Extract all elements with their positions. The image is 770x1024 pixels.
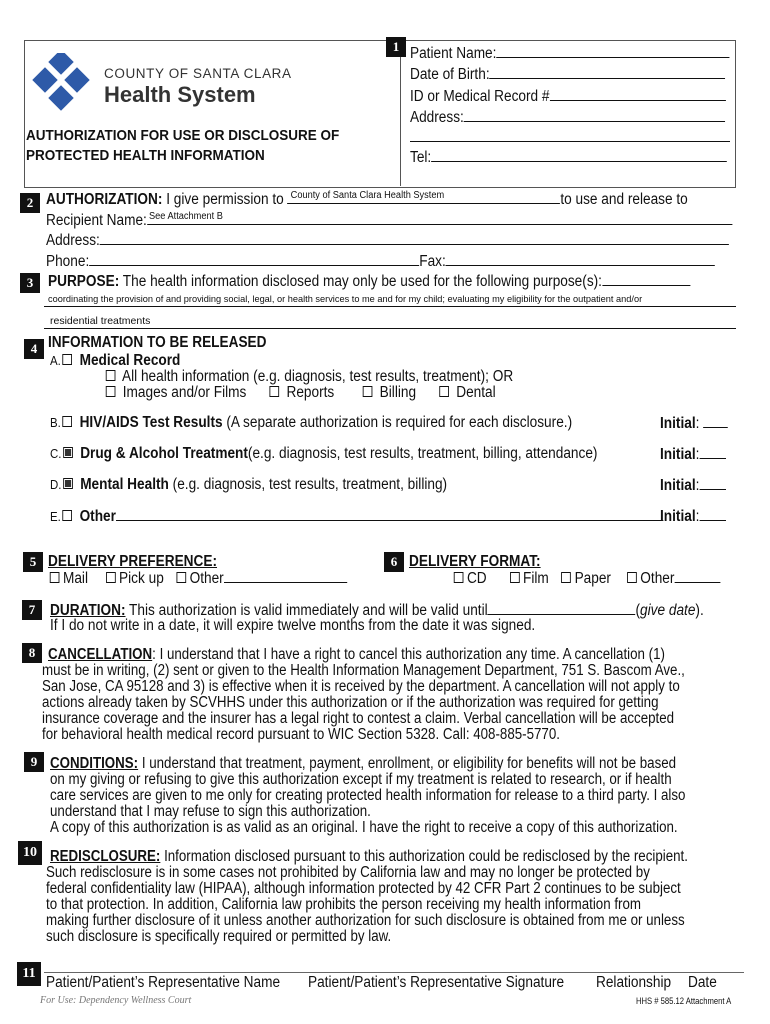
reports-label: Reports xyxy=(286,384,335,401)
item-b-initial[interactable]: Initial: xyxy=(660,414,728,432)
redisclosure-line-1: REDISCLOSURE: Information disclosed pursuant to this authorization could be redisclosed by the recipient. xyxy=(50,848,688,865)
item-a-checkbox[interactable] xyxy=(63,354,73,365)
item-b-label: HIV/AIDS Test Results xyxy=(79,414,223,431)
item-b-checkbox[interactable] xyxy=(63,416,73,427)
reports-checkbox[interactable] xyxy=(269,386,279,397)
section-2-number: 2 xyxy=(20,193,40,213)
mail-label: Mail xyxy=(62,570,88,587)
conditions-line-3: care services are given to me only for creating protected health information for release to a third party. I also xyxy=(50,787,686,804)
item-e-other-field[interactable] xyxy=(116,507,663,521)
item-e-letter: E. xyxy=(50,509,61,524)
form-title-line1: AUTHORIZATION FOR USE OR DISCLOSURE OF xyxy=(26,127,340,144)
duration-line-2: If I do not write in a date, it will expire twelve months from the date it was signed. xyxy=(50,617,536,634)
item-c-initial-label: Initial xyxy=(660,446,696,463)
give-date-label: give date xyxy=(640,602,696,619)
phone-field[interactable] xyxy=(89,252,419,266)
recipient-address-label: Address: xyxy=(46,232,100,249)
section-5-number: 5 xyxy=(23,552,43,572)
signature-line[interactable] xyxy=(44,972,744,973)
id-label: ID or Medical Record # xyxy=(410,88,550,105)
section-4-number: 4 xyxy=(24,339,44,359)
county-logo-icon xyxy=(30,53,98,115)
recipient-address-field[interactable] xyxy=(100,231,729,245)
item-d-label: Mental Health xyxy=(80,476,169,493)
paper-label: Paper xyxy=(574,570,611,587)
dental-checkbox[interactable] xyxy=(439,386,449,397)
address-field[interactable] xyxy=(410,108,725,126)
images-label: Images and/or Films xyxy=(122,384,247,401)
cancellation-line-5: insurance coverage and the insurer has a legal right to contest a claim. Verbal cancellation will be accepted xyxy=(42,710,675,727)
item-a-label: Medical Record xyxy=(79,352,181,369)
duration-text: This authorization is valid immediately and will be valid until xyxy=(125,602,488,619)
purpose-line-2[interactable] xyxy=(44,328,736,329)
phone-fax-line xyxy=(46,252,715,270)
purpose-line-1[interactable] xyxy=(44,306,736,307)
authorization-entity-value: County of Santa Clara Health System xyxy=(291,190,445,201)
format-other-label: Other xyxy=(640,570,675,587)
org-name-line1: COUNTY OF SANTA CLARA xyxy=(104,66,292,81)
duration-date-field[interactable] xyxy=(488,601,636,615)
authorization-tail: to use and release to xyxy=(560,191,688,208)
purpose-label: PURPOSE: xyxy=(48,273,120,290)
item-c-initial[interactable]: Initial: xyxy=(660,445,726,463)
section-11-number: 11 xyxy=(17,962,41,986)
form-title-line2: PROTECTED HEALTH INFORMATION xyxy=(26,147,265,164)
authorization-text: I give permission to xyxy=(162,191,288,208)
section-1-number: 1 xyxy=(386,37,406,57)
footer-right: HHS # 585.12 Attachment A xyxy=(636,996,732,1006)
all-health-info-label: All health information (e.g. diagnosis, test results, treatment); OR xyxy=(121,368,514,385)
item-b-text: (A separate authorization is required for each disclosure.) xyxy=(222,414,573,431)
item-c-text: (e.g. diagnosis, test results, treatment, billing, attendance) xyxy=(247,445,598,462)
redisclosure-line-5: making further disclosure of it unless another authorization for such disclosure is obtained from me or unless xyxy=(46,912,685,929)
item-a-letter: A. xyxy=(50,353,61,368)
patient-name-field[interactable] xyxy=(410,44,730,62)
conditions-label: CONDITIONS: xyxy=(50,755,139,772)
pref-other-label: Other xyxy=(189,570,224,587)
delivery-preference-title: DELIVERY PREFERENCE: xyxy=(48,553,218,570)
recipient-line xyxy=(46,211,732,229)
purpose-text: The health information disclosed may only be used for the following purpose(s): xyxy=(119,273,602,290)
cancellation-line-2: must be in writing, (2) sent or given to the Health Information Management Department, 751 S. Bascom Ave., xyxy=(42,662,685,679)
cancellation-line-1: CANCELLATION: I understand that I have a right to cancel this authorization any time. A cancellation (1) xyxy=(48,646,665,663)
delivery-format-options xyxy=(452,569,720,587)
duration-label: DURATION: xyxy=(50,602,126,619)
dob-label: Date of Birth: xyxy=(410,66,490,83)
id-field[interactable] xyxy=(410,87,725,105)
film-label: Film xyxy=(523,570,549,587)
item-e-checkbox[interactable] xyxy=(63,510,73,521)
item-e-label: Other xyxy=(79,508,116,525)
recipient-label: Recipient Name: xyxy=(46,212,147,229)
cancellation-line-6: for behavioral health medical record pursuant to WIC Section 5328. Call: 408-885-5770. xyxy=(42,726,560,743)
delivery-format-title: DELIVERY FORMAT: xyxy=(409,553,541,570)
conditions-line-2: on my giving or refusing to give this authorization except if my treatment is related to research, or if health xyxy=(50,771,672,788)
section-7-number: 7 xyxy=(22,600,42,620)
item-a-sub2-row xyxy=(104,384,496,401)
relationship-label: Relationship xyxy=(596,974,672,991)
dental-label: Dental xyxy=(456,384,496,401)
conditions-line-1: CONDITIONS: I understand that treatment, payment, enrollment, or eligibility for benefits will not be based xyxy=(50,755,677,772)
recipient-value: See Attachment B xyxy=(148,211,223,222)
item-e-initial[interactable]: Initial: xyxy=(660,507,726,525)
section-6-number: 6 xyxy=(384,552,404,572)
authorization-entity-field[interactable] xyxy=(288,190,561,204)
cancellation-label: CANCELLATION xyxy=(48,646,153,663)
item-b-letter: B. xyxy=(50,415,61,430)
patient-address-label: Address: xyxy=(410,109,464,126)
org-name-line2: Health System xyxy=(104,82,256,107)
cd-label: CD xyxy=(466,570,487,587)
rep-name-label: Patient/Patient’s Representative Name xyxy=(46,974,281,991)
conditions-line-4: understand that I may refuse to sign this authorization. xyxy=(50,803,371,820)
dob-field[interactable] xyxy=(410,65,725,83)
fax-field[interactable] xyxy=(446,252,715,266)
all-health-info-checkbox[interactable] xyxy=(106,370,116,381)
section-3-number: 3 xyxy=(20,273,40,293)
pref-other-checkbox[interactable] xyxy=(176,572,186,583)
duration-line: DURATION: This authorization is valid immediately and will be valid until (give date). xyxy=(50,602,704,619)
patient-name-label: Patient Name: xyxy=(410,45,497,62)
authorization-label: AUTHORIZATION: xyxy=(46,191,163,208)
info-released-title: INFORMATION TO BE RELEASED xyxy=(48,334,267,351)
item-d-text: (e.g. diagnosis, test results, treatment, billing) xyxy=(168,476,448,493)
purpose-line xyxy=(48,272,690,290)
item-a-sub1-row xyxy=(104,368,513,385)
recipient-address-line xyxy=(46,231,729,249)
mail-checkbox[interactable] xyxy=(50,572,60,583)
pref-other-field[interactable] xyxy=(224,569,347,583)
item-b-row xyxy=(50,414,572,431)
pickup-label: Pick up xyxy=(119,570,164,587)
section-9-number: 9 xyxy=(24,752,44,772)
redisclosure-line-3: federal confidentiality law (HIPAA), although information protected by 42 CFR Part 2 continues to be subject xyxy=(46,880,681,897)
item-d-initial-label: Initial xyxy=(660,477,696,494)
redisclosure-line-2: Such redisclosure is in some cases not prohibited by California law and may no longer be protected by xyxy=(46,864,650,881)
pickup-checkbox[interactable] xyxy=(106,572,116,583)
redisclosure-line-4: to that protection. In addition, California law prohibits the person receiving my health information from xyxy=(46,896,641,913)
item-c-checkbox[interactable] xyxy=(63,447,73,458)
item-c-row xyxy=(50,445,597,462)
phone-label: Phone: xyxy=(46,253,90,270)
item-e-initial-label: Initial xyxy=(660,508,696,525)
section-8-number: 8 xyxy=(22,643,42,663)
redisclosure-line-6: such disclosure is specifically required or permitted by law. xyxy=(46,928,392,945)
cancellation-line-4: actions already taken by SCVHHS under this authorization or if the authorization was required for getting xyxy=(42,694,659,711)
format-other-field[interactable] xyxy=(674,569,720,583)
billing-label: Billing xyxy=(379,384,417,401)
item-c-label: Drug & Alcohol Treatment xyxy=(80,445,248,462)
format-other-checkbox[interactable] xyxy=(627,572,637,583)
item-d-row xyxy=(50,476,447,493)
item-d-checkbox[interactable] xyxy=(63,478,73,489)
purpose-value-1: coordinating the provision of and providing social, legal, or health services to me and for my child; evaluating my eligibility for the outpatient and/or xyxy=(48,294,643,305)
fax-label: Fax: xyxy=(419,253,446,270)
item-d-letter: D. xyxy=(50,477,62,492)
header-divider xyxy=(400,40,401,186)
film-checkbox[interactable] xyxy=(510,572,520,583)
billing-checkbox[interactable] xyxy=(363,386,373,397)
images-checkbox[interactable] xyxy=(106,386,116,397)
item-a-row xyxy=(50,352,180,369)
date-label: Date xyxy=(688,974,717,991)
item-e-row xyxy=(50,507,663,525)
tel-field[interactable] xyxy=(410,148,727,166)
redisclosure-label: REDISCLOSURE: xyxy=(50,848,161,865)
item-b-initial-label: Initial xyxy=(660,415,696,432)
cancellation-line-3: San Jose, CA 95128 and 3) is effective when it is received by the department. A cancellation will not apply to xyxy=(42,678,680,695)
item-c-letter: C. xyxy=(50,446,62,461)
section-10-number: 10 xyxy=(18,841,42,865)
purpose-value-2: residential treatments xyxy=(50,315,151,327)
tel-label: Tel: xyxy=(410,149,432,166)
rep-signature-label: Patient/Patient’s Representative Signature xyxy=(308,974,565,991)
cd-checkbox[interactable] xyxy=(454,572,464,583)
conditions-line-5: A copy of this authorization is as valid as an original. I have the right to receive a copy of this authorization. xyxy=(50,819,678,836)
footer-left: For Use: Dependency Wellness Court xyxy=(40,995,192,1006)
authorization-line xyxy=(46,190,688,208)
address-line-2[interactable] xyxy=(410,141,730,142)
recipient-field[interactable] xyxy=(147,211,732,225)
paper-checkbox[interactable] xyxy=(561,572,571,583)
item-d-initial[interactable]: Initial: xyxy=(660,476,726,494)
delivery-preference-options xyxy=(48,569,347,587)
